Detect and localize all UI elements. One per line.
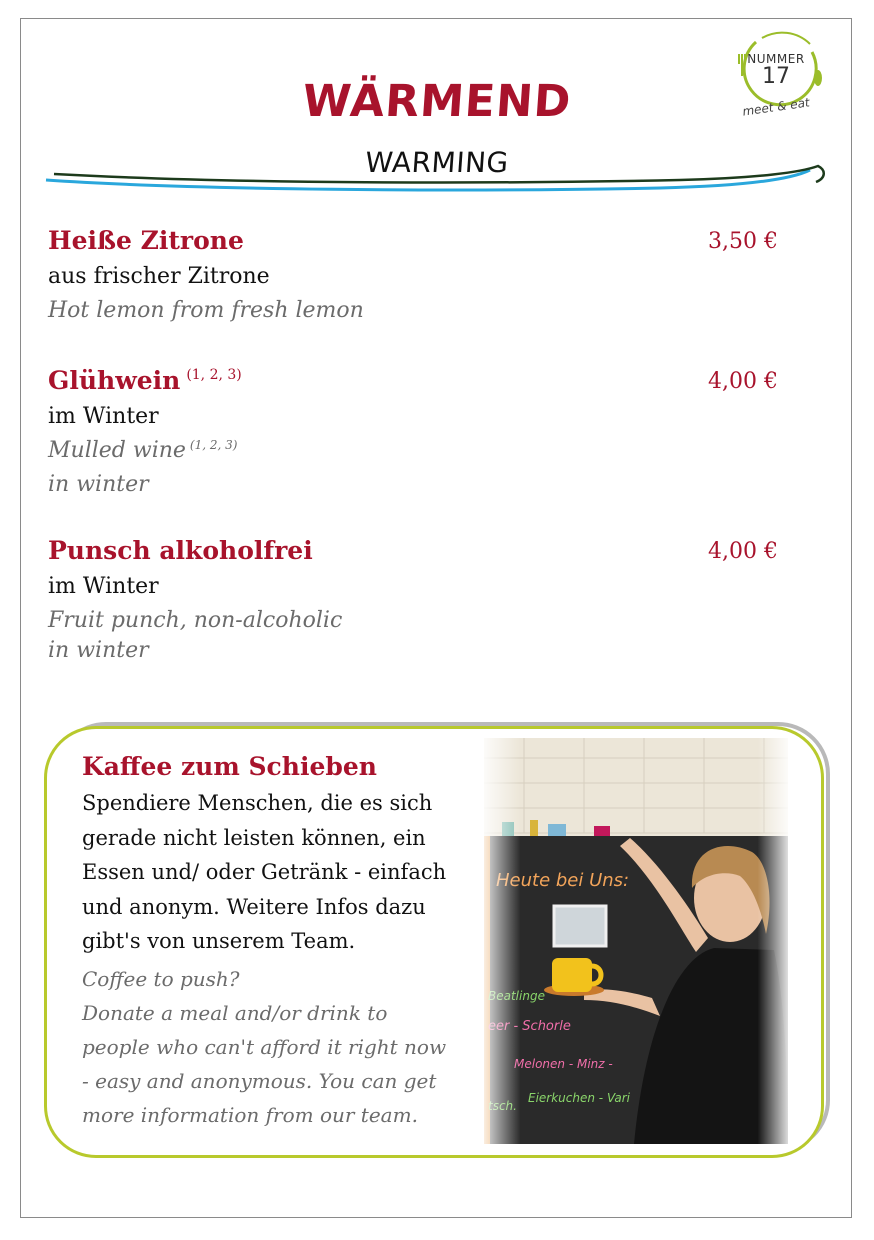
logo-tagline: meet & eat (741, 95, 811, 119)
section-title: WÄRMEND (300, 76, 574, 127)
promo-text-en-line: - easy and anonymous. You can get (82, 1069, 437, 1093)
menu-item-price: 4,00 € (708, 369, 778, 394)
menu-item-name: Punsch alkoholfrei (48, 536, 313, 565)
menu-item-description-de: im Winter (48, 404, 159, 429)
allergen-codes: (1, 2, 3) (189, 438, 238, 452)
menu-item-description-en-2: in winter (48, 638, 149, 663)
section-subtitle: WARMING (364, 146, 510, 179)
promo-text-en-line: Donate a meal and/or drink to (82, 1001, 388, 1025)
menu-item-description-en: Fruit punch, non-alcoholic (48, 608, 343, 633)
menu-item-price: 4,00 € (708, 539, 778, 564)
menu-item-name: Heiße Zitrone (48, 226, 244, 255)
swoosh-divider (40, 160, 830, 210)
menu-item-description-de: aus frischer Zitrone (48, 264, 270, 289)
promo-text-en-line: Coffee to push? (82, 967, 240, 991)
logo-number: 17 (762, 64, 790, 89)
allergen-codes: (1, 2, 3) (186, 367, 242, 383)
promo-text-de: Spendiere Menschen, die es sich gerade nicht leisten können, ein Essen und/ oder Getränk - einfach und anonym. Weitere Infos dazu gibt's von unserem Team. (82, 791, 447, 953)
promo-text-en (82, 962, 464, 1132)
menu-item-description-en: Hot lemon from fresh lemon (48, 298, 364, 323)
menu-item-name: Glühwein $^{(1, 2, 3)}$ (48, 366, 242, 395)
promo-title: Kaffee zum Schieben (82, 752, 377, 781)
logo-name: NUMMER (747, 52, 805, 66)
promo-text-en-line: people who can't afford it right now (82, 1035, 447, 1059)
promo-text-en-line: more information from our team. (82, 1103, 418, 1127)
menu-item-description-en-2: in winter (48, 472, 149, 497)
menu-item-description-de: im Winter (48, 574, 159, 599)
staff-photo (484, 738, 788, 1144)
menu-item-price: 3,50 € (708, 229, 778, 254)
menu-item-description-en: Mulled wine $^{(1, 2, 3)}$ (48, 438, 238, 463)
